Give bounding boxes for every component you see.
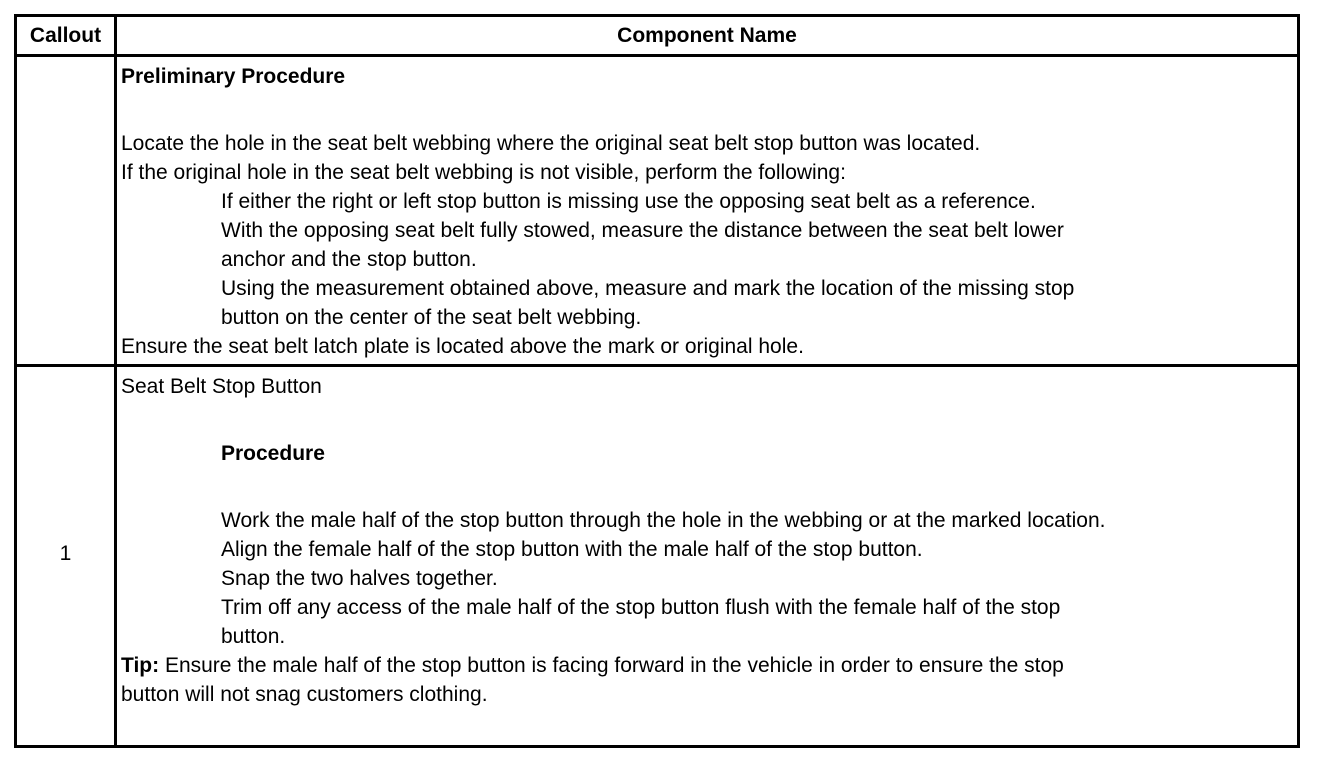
procedure-step: Work the male half of the stop button through the hole in the webbing or at the marked location. xyxy=(221,509,1106,532)
sub-instruction-line: Using the measurement obtained above, measure and mark the location of the missing stop xyxy=(221,277,1075,300)
callout-number: 1 xyxy=(59,542,72,565)
header-callout: Callout xyxy=(29,24,102,47)
tip-text: Ensure the male half of the stop button is facing forward in the vehicle in order to ensure the stop xyxy=(159,654,1064,677)
header-component-name: Component Name xyxy=(617,24,797,47)
sub-instruction-line: If either the right or left stop button is missing use the opposing seat belt as a reference. xyxy=(221,190,1036,213)
procedure-step: Align the female half of the stop button with the male half of the stop button. xyxy=(221,538,923,561)
tip-label: Tip: xyxy=(121,654,160,677)
preliminary-procedure-cell xyxy=(121,62,1293,361)
instruction-line: If the original hole in the seat belt webbing is not visible, perform the following: xyxy=(121,161,846,184)
procedure-step: Trim off any access of the male half of the stop button flush with the female half of the stop xyxy=(221,596,1061,619)
procedure-title: Procedure xyxy=(221,442,325,465)
instruction-line: Ensure the seat belt latch plate is located above the mark or original hole. xyxy=(121,335,804,358)
row-divider xyxy=(17,364,1297,367)
seat-belt-stop-button-cell xyxy=(121,372,1293,709)
instruction-line: Locate the hole in the seat belt webbing where the original seat belt stop button was located. xyxy=(121,132,981,155)
procedure-step: Snap the two halves together. xyxy=(221,567,498,590)
sub-instruction-line: button on the center of the seat belt webbing. xyxy=(221,306,642,329)
column-divider xyxy=(114,17,117,745)
procedure-table xyxy=(14,14,1300,748)
sub-instruction-line: anchor and the stop button. xyxy=(221,248,477,271)
preliminary-procedure-title: Preliminary Procedure xyxy=(121,65,346,88)
header-divider xyxy=(17,54,1297,57)
procedure-step: button. xyxy=(221,625,286,648)
sub-instruction-line: With the opposing seat belt fully stowed, measure the distance between the seat belt lower xyxy=(221,219,1064,242)
component-name: Seat Belt Stop Button xyxy=(121,375,322,398)
tip-line xyxy=(121,651,1293,680)
tip-line: button will not snag customers clothing. xyxy=(121,683,488,706)
